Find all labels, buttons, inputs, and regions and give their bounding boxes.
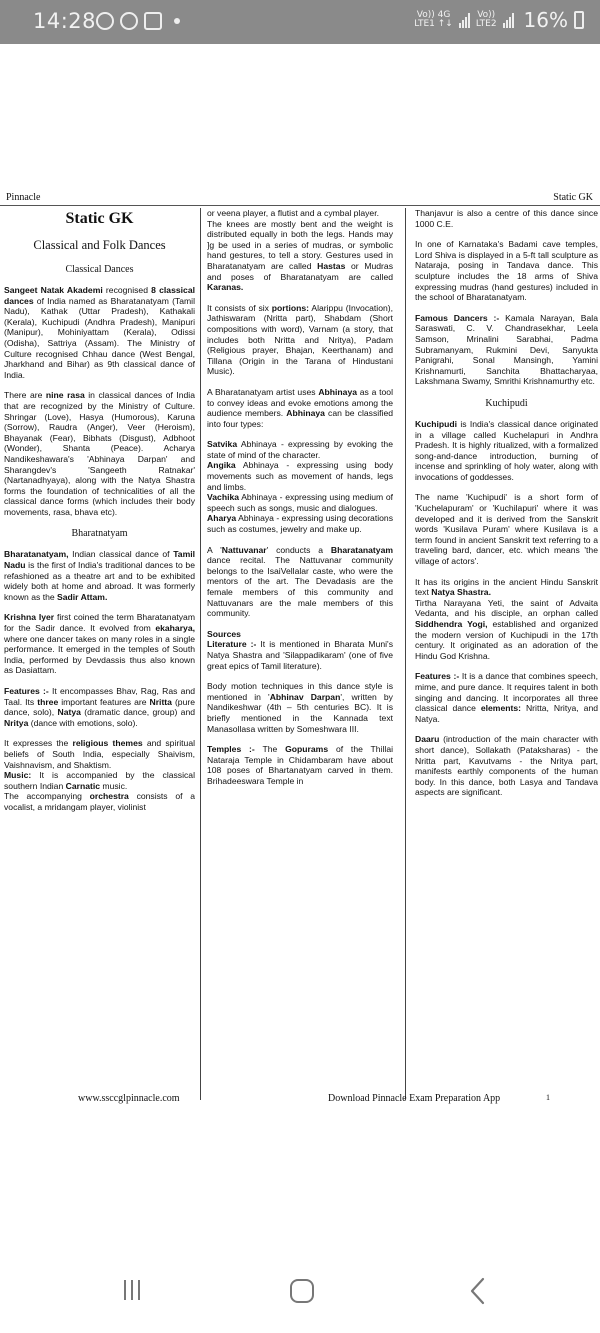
page-number: 1	[546, 1093, 550, 1102]
navigation-bar	[0, 1250, 600, 1333]
sim2-signal-icon	[503, 12, 514, 28]
notification-icons	[96, 12, 180, 30]
status-time: 14:28	[33, 9, 97, 33]
status-right	[414, 8, 584, 32]
paragraph: Satvika Abhinaya - expressing by evoking the state of mind of the character.	[207, 439, 393, 460]
paragraph: A 'Nattuvanar' conducts a Bharatanatyam dance recital. The Nattuvanar community belongs to the IsaiVellalar caste, who were the mentors of the art. The Devadasis are the female members of this community and Nattuvanars are the male members of this community.	[207, 544, 393, 619]
paragraph: Literature :- It is mentioned in Bharata Muni's Natya Shastra and 'Silappadikaram' (one of five great epics of Tamil literature).	[207, 639, 393, 671]
page-title: Static GK	[65, 210, 134, 227]
paragraph: A Bharatanatyam artist uses Abhinaya as a tool to convey ideas and evoke emotions among the audience members. Abhinaya can be classified into four types:	[207, 386, 393, 429]
settings-notification-icon	[96, 12, 114, 30]
header-left: Pinnacle	[6, 192, 41, 203]
paragraph: The knees are mostly bent and the weight is distributed equally in both the legs. Hands may ]g be used in a series of mudras, or symbolic hand gestures, to tell a story. Gestures used in Bharatanatyam are called Hastas or Mudras and poses of Bharatanatyam are called Karanas.	[207, 218, 393, 293]
paragraph: It consists of six portions: Alarippu (Invocation), Jathiswaram (Nritta part), Shabdam (Short compositions with word), Varnam (a story, that includes both Nritta and Nritya), Padam (Religious prayer, Bhajan, Keerthanam) and Tillana (Origin in the Tarana of Hindustani Music).	[207, 302, 393, 377]
header-right: Static GK	[553, 192, 593, 203]
footer-url: www.ssccglpinnacle.com	[78, 1093, 180, 1104]
more-notifications-dot-icon	[174, 18, 180, 24]
section-heading-bharatnatyam: Bharatnatyam	[71, 528, 128, 540]
recent-apps-icon[interactable]	[124, 1280, 146, 1300]
sim1-signal-icon	[459, 12, 470, 28]
do-not-disturb-icon	[120, 12, 138, 30]
column-divider	[405, 208, 406, 1100]
back-icon[interactable]	[468, 1277, 488, 1305]
page-footer	[0, 1093, 600, 1109]
paragraph: Features :- It encompasses Bhav, Rag, Ras and Taal. Its three important features are Nritta (pure dance, solo), Natya (dramatic dance, group) and Nritya (dance with emotions, solo).	[4, 686, 195, 728]
paragraph: Sangeet Natak Akademi recognised 8 classical dances of India named as Bharatanatyam (Tamil Nadu), Kathak (Uttar Pradesh), Kathakali (Kerala), Kuchipudi (Andhra Pradesh), Manipuri (Manipur), Mohiniyattam (Kerala), Odissi (Odisha), Sattriya (Assam). The Ministry of Culture recognised Chhau dance (West Bengal, Jharkhand and Bihar) as 9th classical dance of India.	[4, 285, 195, 380]
document-page[interactable]	[0, 190, 600, 1115]
paragraph: Temples :- The Gopurams of the Thillai Nataraja Temple in Chidambaram have about 108 poses of Bhartanatyam carved in them. Brihadeeswara Temple in	[207, 744, 393, 786]
paragraph: Sources	[207, 628, 241, 639]
section-heading-kuchipudi: Kuchipudi	[485, 397, 528, 409]
paragraph: Angika Abhinaya - expressing using body movements such as movement of hands, legs and limbs.	[207, 460, 393, 492]
home-icon[interactable]	[290, 1279, 314, 1303]
paragraph: Bharatanatyam, Indian classical dance of Tamil Nadu is the first of India's traditional dances to be refashioned as a theatre art and to be exhibited widely both at home and abroad. It was formerly known as the Sadir Attam.	[4, 549, 195, 602]
paragraph: Famous Dancers :- Kamala Narayan, Bala Saraswati, C. V. Chandrasekhar, Leela Samson, Mrinalini Sarabhai, Padma Subramanyam, Rukmini Devi, Sanyukta Panigrahi, Sonal Mansingh, Yamini Krishnamurti, Sanchita Bhattacharyaa, Lakshmana Swamy, Smrithi Krishnamurthy etc.	[415, 312, 598, 387]
paragraph: Music: It is accompanied by the classical southern Indian Carnatic music.	[4, 770, 195, 791]
screen-record-icon	[144, 12, 162, 30]
section-heading-classical: Classical Dances	[65, 264, 134, 275]
paragraph: Features :- It is a dance that combines speech, mime, and pure dance. It requires talent in both singing and dancing. It incorporates all three classical dance elements: Nritta, Nritya, and Natya.	[415, 671, 598, 724]
battery-percent: 16%	[523, 8, 568, 32]
paragraph: There are nine rasa in classical dances of India that are recognized by the Ministry of Culture. Shringar (Love), Hasya (Humorous), Karuna (Sorrow), Raudra (Anger), Veer (Heroism), Bhayanak (Fear), Bibhats (Disgust), Adbhoot (Wonder), Shanta (Peace). Acharya Nandikeshawara's 'Abhinaya Darpan' and Sharangdev's 'Sangeeth Ratnakar' (Nartanadhyaya), along with the Natya Shastra forms the foundation of technicalities of all the classical dance forms (which includes their body movements, rasa, bhava etc).	[4, 390, 195, 517]
paragraph: It has its origins in the ancient Hindu Sanskrit text Natya Shastra.	[415, 576, 598, 598]
column-3	[415, 208, 598, 1100]
paragraph: Daaru (introduction of the main character with short dance), Sollakath (Pataksharas) - the Nritta part, Kavutvams - the Nritya part, manifests earthly components of the human body. In this dance, both Lasya and Tandava aspects are significant.	[415, 734, 598, 798]
paragraph: Kuchipudi is India's classical dance originated in a village called Kuchelapuri in Andhra Pradesh. It is highly ritualized, with a formalized song-and-dance introduction, burning of incense and sprinkling of holy water, along with invocations of goddesses.	[415, 418, 598, 482]
paragraph: It expresses the religious themes and spiritual beliefs of South India, especially Shaivism, Vaishnavism, and Shaktism.	[4, 738, 195, 770]
paragraph: In one of Karnataka's Badami cave temples, Lord Shiva is displayed in a 5-ft tall sculpture as Nataraja, posing in Tandava dance. This sculpture includes the 18 arms of Shiva expressing mudras (hand gestures) included in the school of Bharatanatyam.	[415, 239, 598, 303]
footer-app-text: Download Pinnacle Exam Preparation App	[328, 1093, 501, 1104]
paragraph: The name 'Kuchipudi' is a short form of 'Kuchelapuram' or 'Kuchilapuri' where it was developed and it is derived from the Sanskrit words 'Kusilava Puram' where Kusilava is a term found in ancient Sanskrit text referring to a traveling bard, dancer, etc. which means 'the village of actors'.	[415, 492, 598, 567]
paragraph: The accompanying orchestra consists of a vocalist, a mridangam player, violinist	[4, 791, 195, 812]
paragraph: Tirtha Narayana Yeti, the saint of Advaita Vedanta, and his disciple, an orphan called Siddhendra Yogi, established and organized the modern version of Kuchipudi in the 17th century. It originated as an adoration of the Hindu God Krishna.	[415, 597, 598, 661]
column-1	[4, 208, 195, 1100]
column-divider	[200, 208, 201, 1100]
status-bar	[0, 0, 600, 44]
paragraph: Body motion techniques in this dance style is mentioned in 'Abhinav Darpan', written by Nandikeshwar (4th – 5th centuries BC). It is briefly mentioned in the Kannada text Manasollasa written by Someshwara III.	[207, 681, 393, 734]
page-subtitle: Classical and Folk Dances	[33, 238, 166, 252]
paragraph: Vachika Abhinaya - expressing using medium of speech such as songs, music and dialogues.	[207, 492, 393, 513]
header-divider	[0, 205, 600, 206]
column-2	[207, 208, 393, 1100]
sim2-network: Vo)) LTE2	[475, 10, 497, 29]
paragraph: Aharya Abhinaya - expressing using decorations such as costumes, jewelry and make up.	[207, 513, 393, 535]
paragraph: Krishna Iyer first coined the term Bharatanatyam for the Sadir dance. It evolved from ekaharya, where one dancer takes on many roles in a single performance. It emerged in the temples of South India, performed by Devdassis thus also known as Dasiattam.	[4, 612, 195, 676]
sim1-network: Vo)) 4G LTE1 ↑↓	[414, 10, 453, 29]
paragraph: or veena player, a flutist and a cymbal player.	[207, 208, 379, 218]
battery-icon	[574, 11, 584, 29]
paragraph: Thanjavur is also a centre of this dance since 1000 C.E.	[415, 208, 598, 229]
